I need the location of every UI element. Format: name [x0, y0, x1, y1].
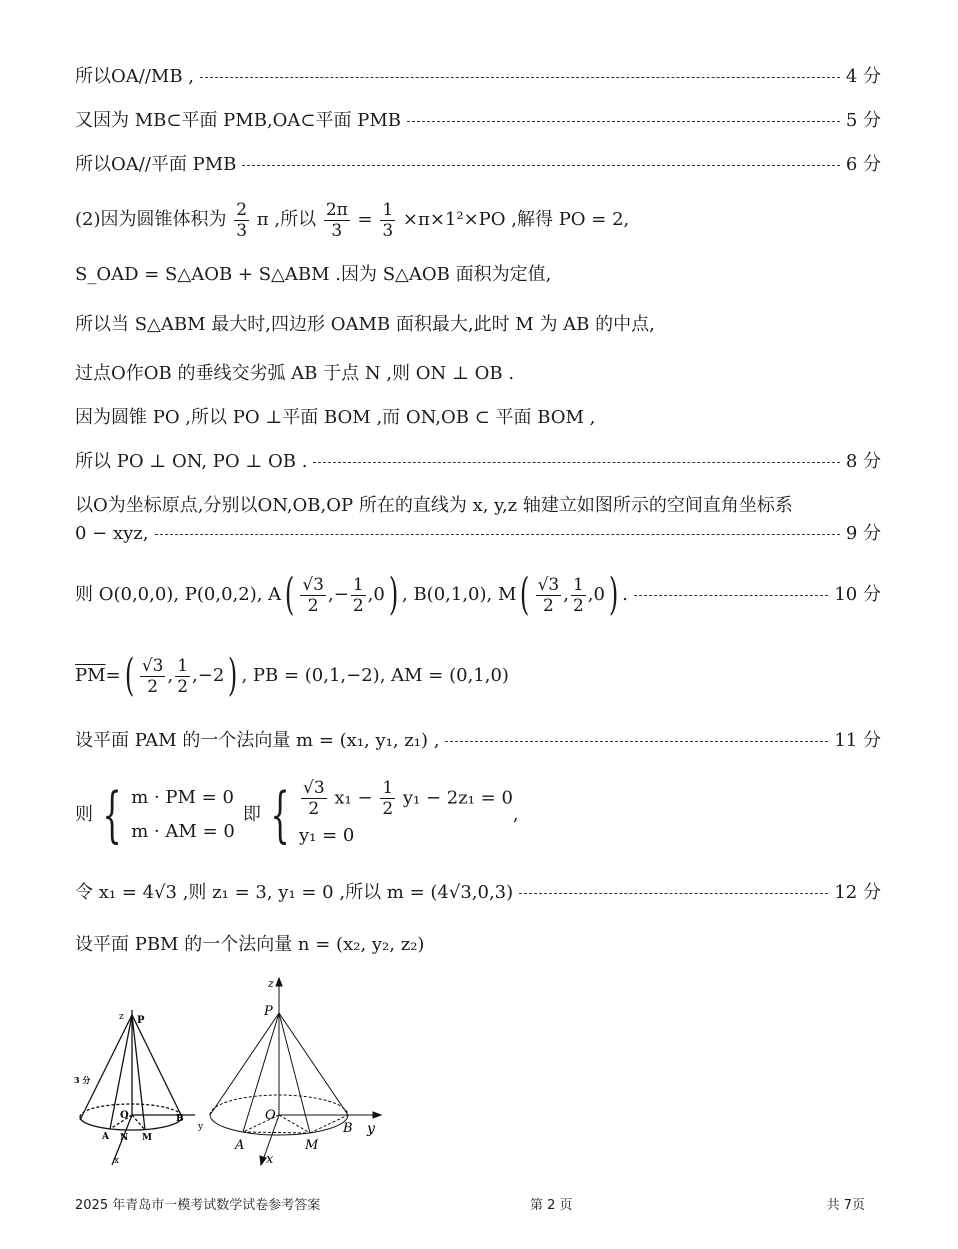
denominator: 2: [352, 595, 364, 616]
line-15-then: 则: [75, 804, 93, 825]
line-9: [75, 450, 881, 474]
score-12: 12 分: [834, 882, 881, 903]
score-4: 4 分: [845, 66, 881, 87]
line-16: [75, 881, 881, 905]
paren-close: ): [608, 569, 619, 620]
line-15-ie: 即: [242, 804, 261, 825]
line-10: 以O为坐标原点,分别以ON,OB,OP 所在的直线为 x, y,z 轴建立如图所示的空间直角坐标系: [75, 495, 793, 516]
footer-page-number: 第 2 页: [530, 1198, 573, 1213]
label-x: x: [114, 1156, 120, 1166]
equation-3-a: x₁ −: [334, 787, 373, 808]
fraction-half: [175, 656, 190, 697]
equation-3: [299, 778, 513, 819]
line-4-mid: π ,所以: [256, 209, 317, 230]
fraction-sqrt3-2: [301, 778, 327, 819]
line-13-c2: ,−2: [192, 665, 225, 686]
label-p: P: [137, 1015, 145, 1026]
numerator: 1: [382, 199, 394, 220]
equation-3-b: y₁ − 2z₁ = 0: [402, 787, 513, 808]
paren-open: (: [285, 569, 295, 620]
line-17: 设平面 PBM 的一个法向量 n = (x₂, y₂, z₂): [75, 934, 425, 955]
score-10: 10 分: [834, 584, 881, 605]
equation-4: y₁ = 0: [299, 824, 355, 846]
dash-leader: [634, 595, 828, 596]
label-x: x: [266, 1152, 274, 1167]
brace-left: {: [270, 780, 290, 850]
line-11-text: 0 − xyz,: [75, 523, 149, 544]
dash-leader: [519, 893, 828, 894]
line-6: 所以当 S△ABM 最大时,四边形 OAMB 面积最大,此时 M 为 AB 的中点,: [75, 314, 655, 335]
dash-leader: [313, 462, 839, 463]
score-11: 11 分: [834, 730, 881, 751]
numerator: 1: [352, 574, 364, 595]
brace-left: {: [102, 780, 122, 850]
line-12-m2: ,0: [587, 584, 605, 605]
label-b: B: [343, 1121, 353, 1136]
numerator: √3: [303, 777, 325, 798]
line-12-a: ,−: [328, 584, 349, 605]
line-4-pre: (2)因为圆锥体积为: [75, 209, 227, 230]
numerator: 1: [572, 574, 584, 595]
line-11: [75, 522, 881, 546]
paren-close: ): [388, 569, 399, 620]
page-footer: [75, 1194, 865, 1213]
dash-leader: [445, 741, 828, 742]
line-3-text: 所以OA//平面 PMB: [75, 154, 237, 175]
denominator: 2: [307, 595, 319, 616]
fraction-two-thirds: [234, 200, 249, 241]
score-6: 6 分: [845, 154, 881, 175]
numerator: 2: [236, 199, 248, 220]
line-15-system: [75, 775, 881, 855]
label-a: A: [102, 1132, 109, 1142]
line-12-a2: ,0: [367, 584, 385, 605]
line-9-text: 所以 PO ⊥ ON, PO ⊥ OB .: [75, 451, 308, 472]
vector-pm: $\overline{PM}$: [75, 665, 106, 686]
cone-figure-right: [205, 975, 385, 1170]
line-1-text: 所以OA//MB ,: [75, 66, 194, 87]
line-14: [75, 729, 881, 753]
numerator: √3: [537, 574, 560, 595]
line-13-eq: =: [105, 665, 121, 686]
cone-figure-left: [70, 1005, 205, 1170]
label-p: P: [264, 1004, 273, 1019]
line-16-text: 令 x₁ = 4√3 ,则 z₁ = 3, y₁ = 0 ,所以 m = (4√3,0,3): [75, 882, 514, 903]
label-b: B: [176, 1114, 184, 1124]
denominator: 2: [177, 676, 189, 697]
line-7: 过点O作OB 的垂线交劣弧 AB 于点 N ,则 ON ⊥ OB .: [75, 363, 515, 384]
line-2-text: 又因为 MB⊂平面 PMB,OA⊂平面 PMB: [75, 110, 402, 131]
label-m: M: [142, 1133, 152, 1143]
denominator: 2: [542, 595, 554, 616]
line-4-volume: [75, 198, 881, 242]
label-z: z: [119, 1012, 124, 1022]
fraction-sqrt3-2: [536, 575, 562, 616]
fraction-sqrt3-2: [300, 575, 326, 616]
z-arrow: [276, 978, 282, 986]
line-12-mid: , B(0,1,0), M: [402, 584, 517, 605]
label-o: O: [120, 1110, 129, 1121]
denominator: 2: [147, 676, 159, 697]
line-13-rest: , PB = (0,1,−2), AM = (0,1,0): [241, 665, 509, 686]
label-n: N: [120, 1133, 129, 1143]
denominator: 3: [382, 220, 394, 241]
score-9: 9 分: [845, 523, 881, 544]
equation-2: m · AM = 0: [131, 821, 235, 842]
label-y: y: [198, 1122, 204, 1132]
numerator: √3: [302, 574, 324, 595]
line-13-c1: ,: [167, 665, 174, 686]
dash-leader: [242, 165, 839, 166]
line-14-text: 设平面 PAM 的一个法向量 m = (x₁, y₁, z₁) ,: [75, 730, 440, 751]
dash-leader: [407, 121, 840, 122]
fraction-half: [380, 778, 395, 819]
line-12-m: ,: [563, 584, 569, 605]
equation-system-2: [299, 778, 513, 853]
line-12-coords: [75, 570, 881, 620]
numerator: 1: [177, 655, 189, 676]
footer-page-total: 共 7页: [826, 1198, 865, 1213]
numerator: 1: [382, 777, 394, 798]
denominator: 3: [331, 220, 343, 241]
line-1: [75, 65, 881, 89]
numerator: √3: [141, 655, 164, 676]
label-a: A: [235, 1138, 245, 1153]
label-y: y: [367, 1121, 375, 1137]
dash-leader: [155, 534, 840, 535]
label-m: M: [305, 1138, 319, 1153]
line-2: [75, 109, 881, 133]
line-12-pre: 则 O(0,0,0), P(0,0,2), A: [75, 584, 282, 605]
denominator: 2: [382, 798, 394, 819]
equation-1: m · PM = 0: [131, 787, 234, 808]
paren-close: ): [228, 650, 238, 701]
denominator: 2: [308, 798, 320, 819]
line-15-end: ,: [512, 804, 519, 825]
line-5: S_OAD = S△AOB + S△ABM .因为 S△AOB 面积为定值,: [75, 264, 552, 285]
fraction-half: [571, 575, 586, 616]
numerator: 2π: [325, 199, 348, 220]
y-arrow: [373, 1112, 381, 1118]
line-4-eq: =: [357, 209, 379, 230]
label-o: O: [265, 1108, 276, 1123]
line-13-vectors: [75, 651, 881, 701]
denominator: 2: [572, 595, 584, 616]
line-3: [75, 153, 881, 177]
label-side: 3 分: [74, 1075, 91, 1085]
line-4-post: ×π×1²×PO ,解得 PO = 2,: [402, 209, 630, 230]
line-12-end: .: [622, 584, 628, 605]
paren-open: (: [124, 650, 134, 701]
fraction-half: [351, 575, 366, 616]
paren-open: (: [520, 569, 530, 620]
label-z: z: [268, 977, 274, 990]
fraction-one-third: [380, 200, 395, 241]
fraction-two-pi-thirds: [324, 200, 350, 241]
equation-system-1: [131, 781, 235, 849]
score-5: 5 分: [845, 110, 881, 131]
fraction-sqrt3-2: [140, 656, 166, 697]
score-8: 8 分: [845, 451, 881, 472]
dash-leader: [200, 77, 840, 78]
denominator: 3: [236, 220, 248, 241]
footer-title: 2025 年青岛市一模考试数学试卷参考答案: [75, 1198, 321, 1213]
line-8: 因为圆锥 PO ,所以 PO ⊥平面 BOM ,而 ON,OB ⊂ 平面 BOM ,: [75, 407, 596, 428]
